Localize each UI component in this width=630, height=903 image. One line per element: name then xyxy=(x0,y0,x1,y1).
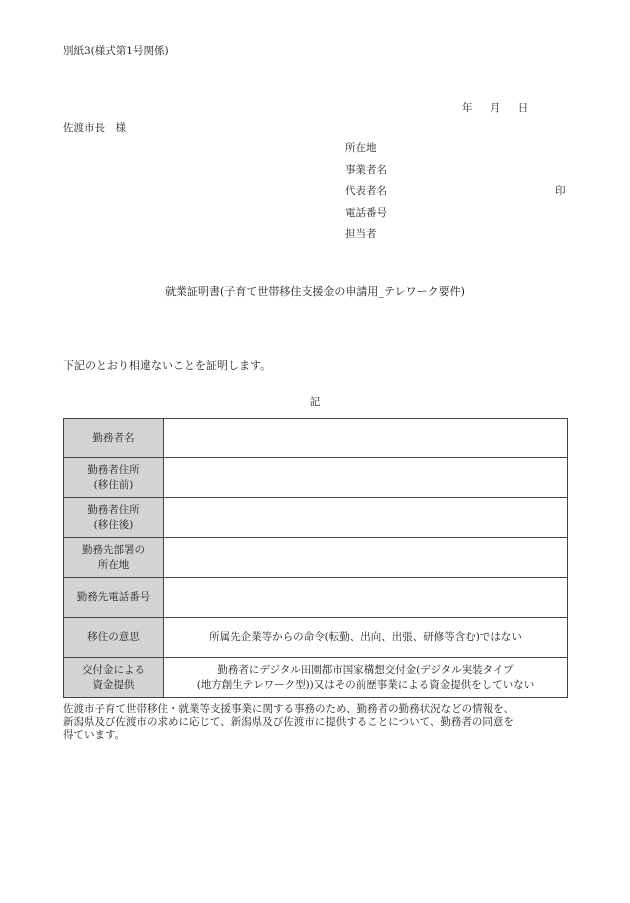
worker-address-before-label: 勤務者住所 (移住前) xyxy=(64,458,164,498)
table-row xyxy=(64,458,568,498)
workplace-location-field[interactable] xyxy=(164,538,568,578)
workplace-location-label: 勤務先部署の 所在地 xyxy=(64,538,164,578)
date-line xyxy=(462,100,528,115)
applicant-representative-label: 代表者名 xyxy=(345,185,387,197)
table-row xyxy=(64,538,568,578)
date-month-label: 月 xyxy=(489,102,501,114)
date-year-label: 年 xyxy=(462,102,473,114)
relocation-intent-value: 所属先企業等からの命令(転勤、出向、出張、研修等含む)ではない xyxy=(164,618,568,658)
relocation-intent-label: 移住の意思 xyxy=(64,618,164,658)
applicant-phone-label: 電話番号 xyxy=(345,207,387,219)
applicant-company-label: 事業者名 xyxy=(345,164,387,176)
consent-note: 佐渡市子育て世帯移住・就業等支援事業に関する事務のため、勤務者の勤務状況などの情報を、 新潟県及び佐渡市の求めに応じて、新潟県及び佐渡市に提供することについて、勤務者の同意を 得ています。 xyxy=(63,703,515,741)
workplace-phone-field[interactable] xyxy=(164,578,568,618)
date-day-label: 日 xyxy=(517,102,529,114)
certification-statement: 下記のとおり相違ないことを証明します。 xyxy=(63,359,272,372)
worker-address-after-field[interactable] xyxy=(164,498,568,538)
document-title: 就業証明書(子育て世帯移住支援金の申請用_テレワーク要件) xyxy=(165,285,465,298)
table-row xyxy=(64,578,568,618)
workplace-phone-label: 勤務先電話番号 xyxy=(64,578,164,618)
table-row xyxy=(64,658,568,698)
grant-funding-value: 勤務者にデジタル田園都市国家構想交付金(デジタル実装タイプ (地方創生テレワーク型))又はその前歴事業による資金提供をしていない xyxy=(164,658,568,698)
worker-name-label: 勤務者名 xyxy=(64,419,164,458)
table-row xyxy=(64,419,568,458)
addressee: 佐渡市長 様 xyxy=(63,122,126,134)
grant-funding-label: 交付金による 資金提供 xyxy=(64,658,164,698)
worker-address-after-label: 勤務者住所 (移住後) xyxy=(64,498,164,538)
certificate-table xyxy=(63,418,568,698)
ki-heading: 記 xyxy=(309,396,321,408)
worker-name-field[interactable] xyxy=(164,419,568,458)
seal-mark: 印 xyxy=(555,185,566,197)
worker-address-before-field[interactable] xyxy=(164,458,568,498)
table-row xyxy=(64,498,568,538)
applicant-location-label: 所在地 xyxy=(345,142,377,154)
table-row xyxy=(64,618,568,658)
applicant-contact-person-label: 担当者 xyxy=(345,228,377,240)
form-reference: 別紙3(様式第1号関係) xyxy=(63,45,169,57)
